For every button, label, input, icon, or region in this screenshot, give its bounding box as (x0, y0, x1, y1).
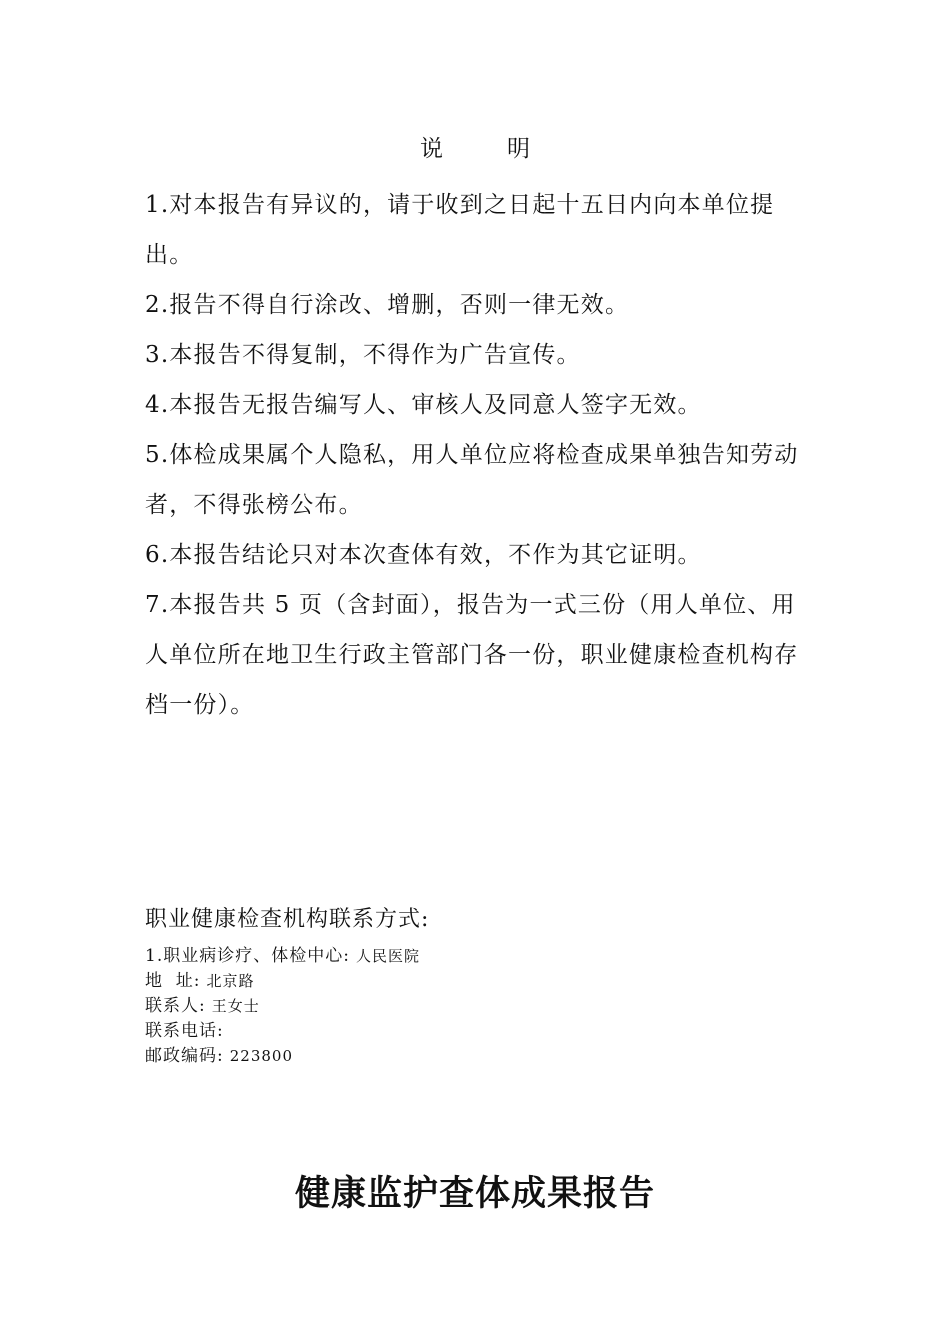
contact-center-label: 1.职业病诊疗、体检中心: (145, 946, 350, 966)
notes-heading (0, 132, 950, 166)
note-item: 3.本报告不得复制，不得作为广告宣传。 (145, 342, 581, 368)
contact-phone (145, 1019, 810, 1044)
contact-title: 职业健康检查机构联系方式: (145, 907, 430, 932)
contact-address-value: 北京路 (206, 972, 255, 990)
report-title: 健康监护查体成果报告 (294, 1173, 655, 1214)
contact-address (145, 969, 810, 994)
notes-list (145, 180, 810, 730)
contact-person-label: 联系人: (145, 996, 206, 1016)
note-item: 6.本报告结论只对本次查体有效，不作为其它证明。 (145, 542, 702, 568)
contact-center-value: 人民医院 (355, 947, 420, 965)
heading-char-left: 说 (420, 136, 443, 162)
note-item: 7.本报告共 5 页（含封面），报告为一式三份（用人单位、用人单位所在地卫生行政主管部门各一份，职业健康检查机构存档一份）。 (145, 592, 799, 718)
contact-section (145, 902, 810, 1069)
contact-center (145, 944, 810, 969)
contact-phone-label: 联系电话: (145, 1021, 224, 1041)
note-item: 4.本报告无报告编写人、审核人及同意人签字无效。 (145, 392, 702, 418)
contact-person-value: 王女士 (211, 997, 260, 1015)
contact-address-label: 地 址: (145, 971, 201, 991)
contact-person (145, 994, 810, 1019)
contact-postcode-value: 223800 (229, 1047, 293, 1065)
contact-postcode-label: 邮政编码: (145, 1046, 224, 1066)
heading-char-right: 明 (507, 136, 530, 162)
note-item: 2.报告不得自行涂改、增删，否则一律无效。 (145, 292, 630, 318)
note-item: 5.体检成果属个人隐私，用人单位应将检查成果单独告知劳动者，不得张榜公布。 (145, 442, 799, 518)
contact-postcode (145, 1044, 810, 1069)
note-item: 1.对本报告有异议的，请于收到之日起十五日内向本单位提出。 (145, 192, 775, 268)
